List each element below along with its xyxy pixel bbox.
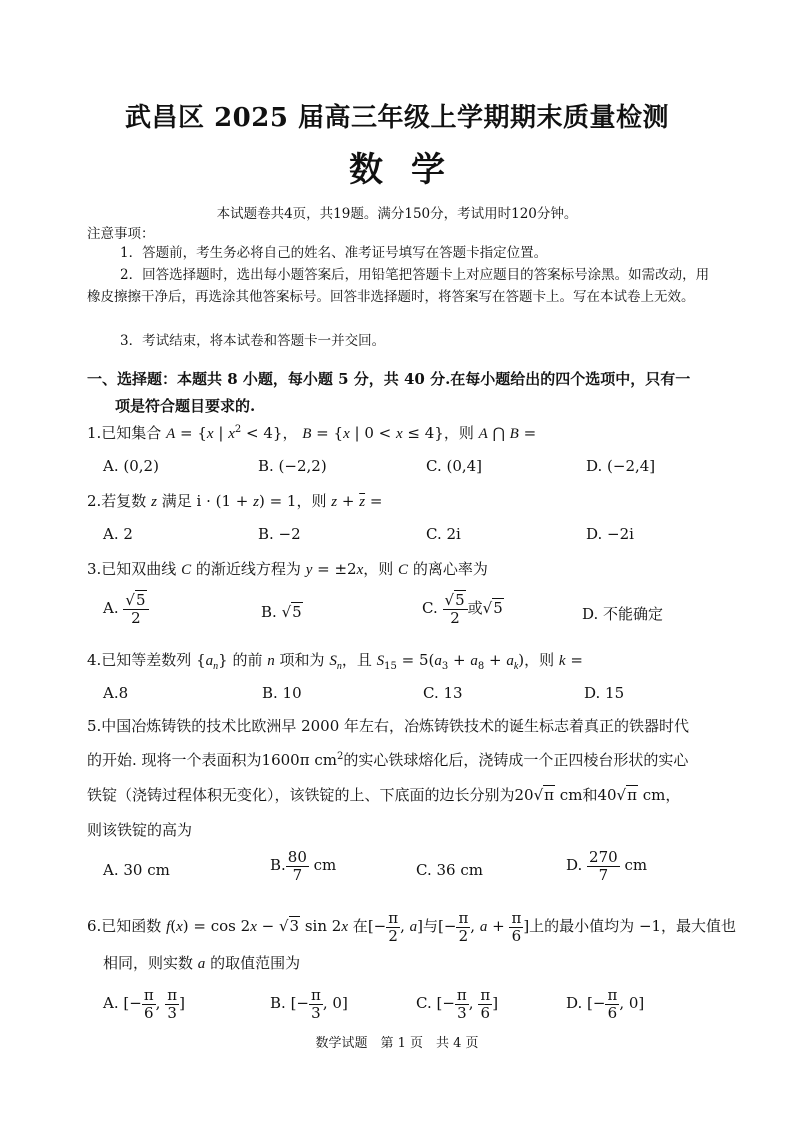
note-item-1: 1．答题前，考生务必将自己的姓名、准考证号填写在答题卡指定位置。	[120, 245, 548, 261]
question-4-option-b: B. 10	[262, 684, 302, 702]
question-6-option-d: D. [− $\frac{\pi}{6}$ , 0]	[566, 986, 645, 1022]
question-1-option-d: D. (−2,4]	[586, 457, 656, 475]
question-5-line-3: 铁锭（浇铸过程体积无变化），该铁锭的上、下底面的边长分别为20√π cm和40√π cm，	[87, 786, 681, 804]
note-item-2: 2．回答选择题时，选出每小题答案后，用铅笔把答题卡上对应题目的答案标号涂黑。如需改动，用橡皮擦擦干净后，再选涂其他答案标号。回答非选择题时，将答案写在答题卡上。写在本试卷上无效。	[87, 267, 710, 305]
question-6-option-b: B. [− $\frac{\pi}{3}$ , 0]	[270, 986, 348, 1022]
question-5-option-b: B. $\frac{80}{7}$ cm	[270, 848, 337, 884]
question-6-line-2: 相同，则实数 a 的取值范围为	[103, 954, 301, 972]
exam-title: 武昌区 2025 届高三年级上学期期末质量检测	[125, 103, 669, 133]
question-4-option-c: C. 13	[423, 684, 463, 702]
question-1-option-c: C. (0,4]	[426, 457, 483, 475]
question-5-option-d: D. $\frac{270}{7}$ cm	[566, 848, 648, 884]
question-1-option-b: B. (−2,2)	[258, 457, 327, 475]
question-5-option-c: C. 36 cm	[416, 861, 483, 879]
question-4-option-a: A.8	[103, 684, 129, 702]
question-4-stem: 4.已知等差数列 $\{a_n\}$ 的前 n 项和为 $S_n$，且 $S_{15} = 5(a_3 + a_8 + a_k)$，则 k =	[87, 651, 583, 672]
question-1-stem: 1.已知集合 A = {x | $x^2 < 4$}， B = {x | 0 < x ≤ 4}，则 A ⋂ B =	[87, 424, 537, 442]
exam-intro: 本试题卷共4页，共19题。满分150分，考试用时120分钟。	[216, 206, 578, 222]
question-6-option-c: C. [− $\frac{\pi}{3}$ , $\frac{\pi}{6}$ ]	[416, 986, 499, 1022]
question-3-stem: 3.已知双曲线 C 的渐近线方程为 y = ±2x，则 C 的离心率为	[87, 560, 488, 578]
question-5-line-1: 5.中国冶炼铸铁的技术比欧洲早 2000 年左右，冶炼铸铁技术的诞生标志着真正的铁器时代	[87, 717, 690, 735]
section-heading-line1: 一、选择题：本题共 8 小题，每小题 5 分，共 40 分.在每小题给出的四个选项中，只有一	[87, 370, 691, 388]
question-2-stem: 2.若复数 z 满足 i · (1 + z) = 1，则 $z + \overline{z}$ =	[87, 492, 383, 510]
subject-title: 数学	[349, 150, 473, 190]
question-3-option-c: C. $\frac{√5}{2}$ 或√5	[422, 591, 503, 627]
question-4-option-d: D. 15	[584, 684, 625, 702]
section-heading	[87, 366, 717, 420]
question-3-option-d: D. 不能确定	[582, 605, 664, 623]
page-footer: 数学试题 第 1 页 共 4 页	[315, 1036, 479, 1051]
question-5-line-2: 的开始. 现将一个表面积为1600π $cm^2$的实心铁球熔化后，浇铸成一个正四棱台形状的实心	[87, 751, 689, 769]
question-1-option-a: A. (0,2)	[103, 457, 159, 475]
question-2-option-a: A. 2	[103, 525, 133, 543]
question-3-option-a: A. $\frac{√5}{2}$	[103, 592, 149, 626]
question-2-option-b: B. −2	[258, 525, 301, 543]
question-5-line-4: 则该铁锭的高为	[87, 821, 193, 839]
question-6-option-a: A. [− $\frac{\pi}{6}$ , $\frac{\pi}{3}$ ]	[103, 986, 185, 1022]
note-item-3: 3．考试结束，将本试卷和答题卡一并交回。	[120, 333, 386, 349]
section-heading-line2: 项是符合题目要求的.	[115, 397, 256, 415]
question-2-option-d: D. −2i	[586, 525, 634, 543]
question-5-option-a: A. 30 cm	[103, 861, 170, 879]
notes-heading: 注意事项：	[87, 226, 155, 242]
question-2-option-c: C. 2i	[426, 525, 461, 543]
question-3-option-b: B. √5	[261, 603, 302, 621]
question-6-line-1: 6.已知函数 f(x) = cos 2x − √3 sin 2x 在[− $\frac{\pi}{2}$ , a]与[− $\frac{\pi}{2}$ , a + $\frac{\pi}{6}$ ]上的最小值均为 −1，最大值也	[87, 909, 737, 945]
